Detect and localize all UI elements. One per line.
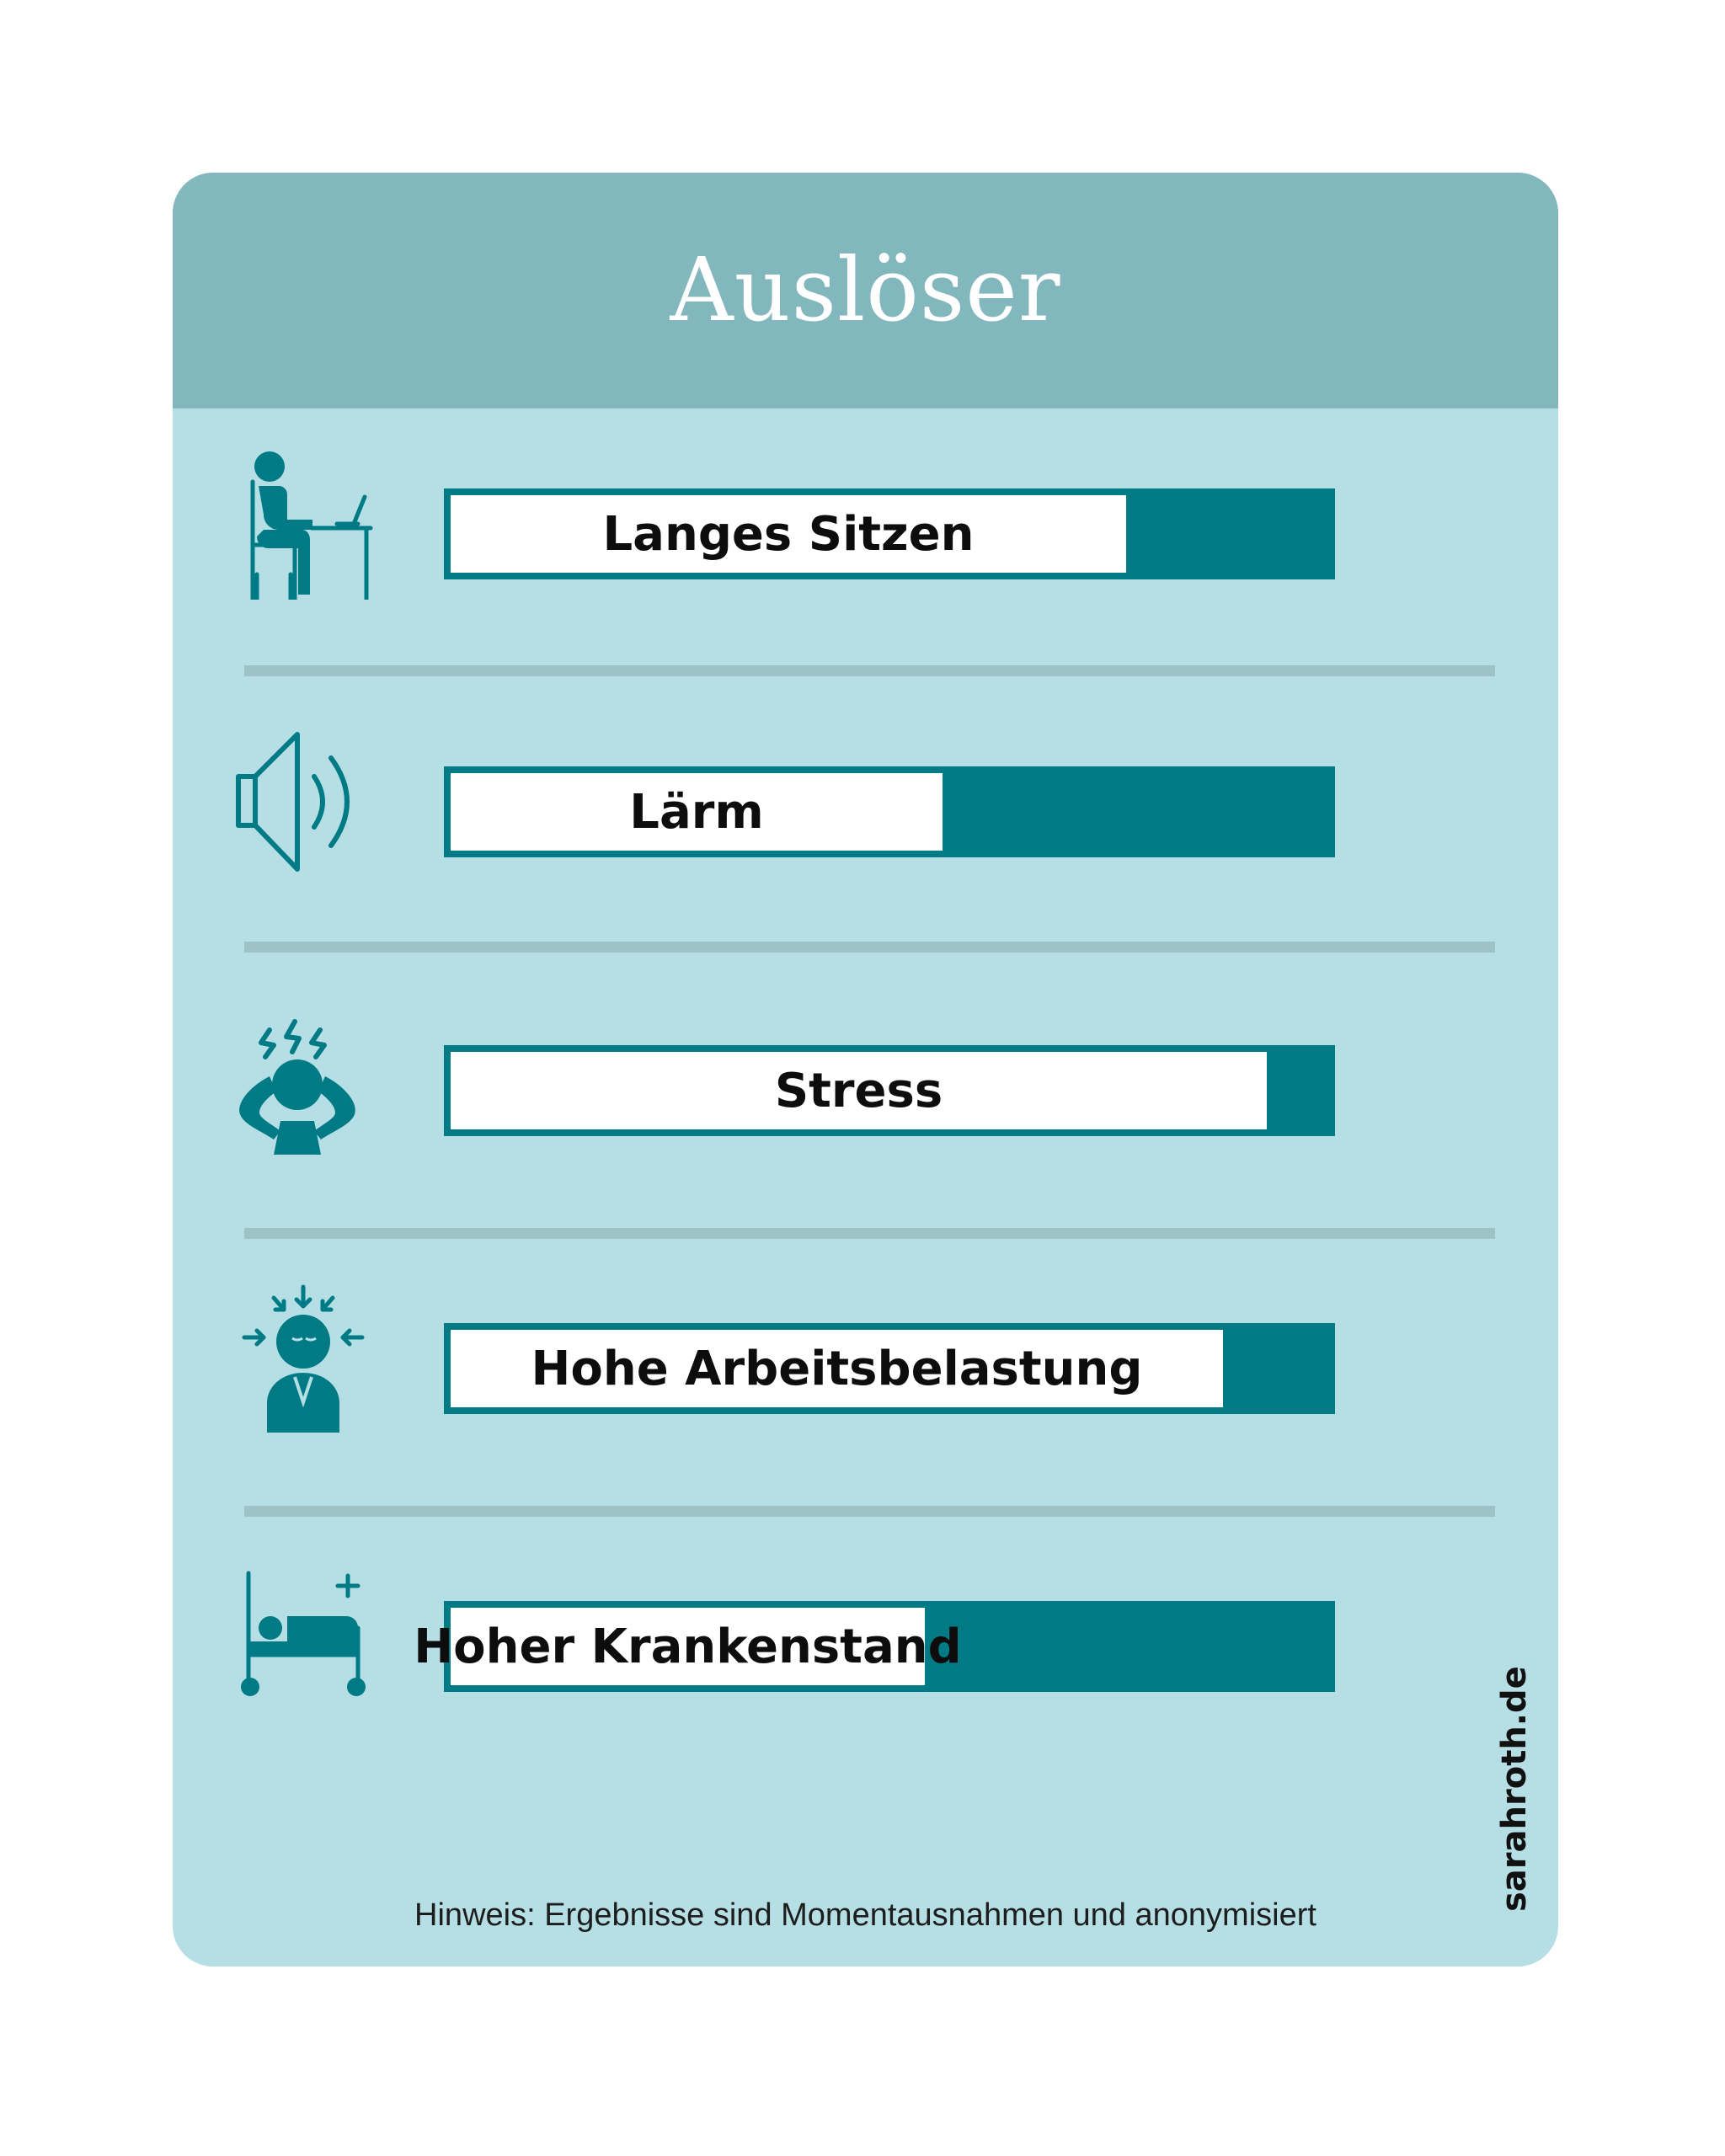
card-header (173, 173, 1558, 408)
bar-3-label: Stress (774, 1063, 943, 1118)
bar-1 (444, 488, 1335, 579)
row-divider-3 (244, 1228, 1495, 1239)
chart-title: Auslöser (670, 238, 1061, 341)
bar-5-label: Hoher Krankenstand (414, 1619, 962, 1674)
bar-3 (444, 1045, 1335, 1136)
bar-4 (444, 1323, 1335, 1414)
bar-row-4 (173, 1283, 1558, 1434)
person-at-desk-icon (232, 448, 375, 600)
row-divider-2 (244, 942, 1495, 953)
bar-row-1 (173, 448, 1558, 600)
footnote: Hinweis: Ergebnisse sind Momentausnahmen und anonymisiert (414, 1897, 1316, 1933)
speaker-icon (232, 726, 375, 878)
bar-2-label: Lärm (629, 784, 764, 840)
bar-row-5 (173, 1561, 1558, 1712)
row-divider-4 (244, 1506, 1495, 1517)
bar-5 (414, 1601, 1335, 1692)
sick-bed-icon (232, 1561, 375, 1712)
stressed-person-icon (232, 1005, 375, 1156)
bar-4-label: Hohe Arbeitsbelastung (531, 1341, 1143, 1396)
overwhelmed-person-icon (232, 1283, 375, 1434)
bar-1-label: Langes Sitzen (602, 506, 975, 562)
row-divider-1 (244, 665, 1495, 676)
bar-row-3 (173, 1005, 1558, 1156)
bar-row-2 (173, 726, 1558, 878)
chart-card (173, 173, 1558, 1967)
bar-2 (444, 766, 1335, 857)
watermark: sarahroth.de (1495, 1666, 1534, 1912)
